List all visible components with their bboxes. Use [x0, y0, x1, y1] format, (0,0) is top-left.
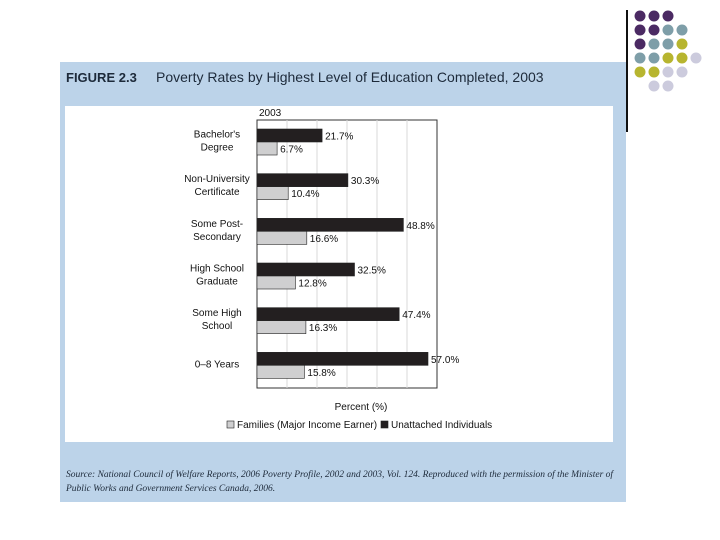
- legend-label-unattached: Unattached Individuals: [391, 420, 493, 431]
- bar-families: [257, 142, 277, 155]
- legend-label-families: Families (Major Income Earner): [237, 420, 378, 431]
- data-label: 48.8%: [406, 220, 435, 232]
- bar-unattached-individuals: [257, 352, 428, 365]
- bar-families: [257, 187, 288, 200]
- decorative-dot: [663, 81, 674, 92]
- bar-families: [257, 365, 304, 378]
- decorative-dot: [635, 25, 646, 36]
- data-label: 12.8%: [298, 278, 327, 290]
- decorative-dot: [649, 39, 660, 50]
- category-label: Degree: [200, 142, 234, 154]
- panel-label: 2003: [259, 108, 282, 119]
- category-label: Certificate: [194, 187, 240, 199]
- data-label: 15.8%: [307, 367, 336, 379]
- bar-unattached-individuals: [257, 263, 355, 276]
- data-label: 10.4%: [291, 189, 320, 201]
- chart-area: [65, 106, 613, 442]
- decorative-dot: [663, 11, 674, 22]
- category-label: School: [201, 321, 233, 333]
- decorative-dot: [635, 11, 646, 22]
- decorative-dot: [635, 67, 646, 78]
- data-label: 21.7%: [325, 131, 354, 143]
- bar-unattached-individuals: [257, 174, 348, 187]
- legend-swatch-unattached: [381, 421, 388, 428]
- decorative-dot: [649, 11, 660, 22]
- x-axis-label: Percent (%): [334, 402, 388, 413]
- figure-source: Source: National Council of Welfare Reports, 2006 Poverty Profile, 2002 and 2003, Vol. 124. Reproduced with the permission of the Minister of Public Works and Government Services Canada, 2006.: [66, 470, 614, 494]
- bar-chart: [65, 106, 613, 442]
- decorative-dot: [649, 67, 660, 78]
- data-label: 32.5%: [357, 265, 386, 277]
- category-label: Secondary: [193, 231, 241, 243]
- decorative-dot: [663, 67, 674, 78]
- bar-unattached-individuals: [257, 129, 322, 142]
- category-label: Some High: [192, 308, 242, 320]
- decorative-dot: [677, 67, 688, 78]
- decorative-dot: [663, 25, 674, 36]
- decorative-dot: [635, 39, 646, 50]
- data-label: 47.4%: [402, 310, 431, 322]
- bar-families: [257, 276, 295, 289]
- decorative-dot: [649, 53, 660, 64]
- category-label: Some Post-: [190, 218, 244, 230]
- decorative-dot: [649, 81, 660, 92]
- figure-title: Poverty Rates by Highest Level of Education Completed, 2003: [156, 69, 544, 85]
- bar-families: [257, 321, 306, 334]
- category-label: 0–8 Years: [194, 359, 240, 371]
- decorative-dot: [691, 53, 702, 64]
- bar-unattached-individuals: [257, 218, 403, 231]
- legend-swatch-families: [227, 421, 234, 428]
- decorative-dot: [677, 39, 688, 50]
- decorative-dot: [663, 39, 674, 50]
- category-label: Bachelor's: [193, 129, 241, 141]
- data-label: 57.0%: [431, 354, 460, 366]
- decorative-dot: [677, 25, 688, 36]
- bar-unattached-individuals: [257, 308, 399, 321]
- figure-panel: [60, 62, 626, 502]
- category-label: Non-University: [184, 174, 250, 186]
- decorative-vertical-rule: [626, 10, 628, 132]
- decorative-dot: [677, 53, 688, 64]
- bar-families: [257, 231, 307, 244]
- data-label: 30.3%: [350, 176, 380, 188]
- decorative-dot: [663, 53, 674, 64]
- figure-label: FIGURE 2.3: [66, 70, 137, 85]
- decorative-dot: [649, 25, 660, 36]
- data-label: 16.6%: [309, 233, 339, 245]
- category-label: Graduate: [196, 276, 238, 288]
- data-label: 16.3%: [308, 323, 338, 335]
- category-label: High School: [190, 263, 244, 275]
- data-label: 6.7%: [280, 144, 303, 156]
- decorative-dot: [635, 53, 646, 64]
